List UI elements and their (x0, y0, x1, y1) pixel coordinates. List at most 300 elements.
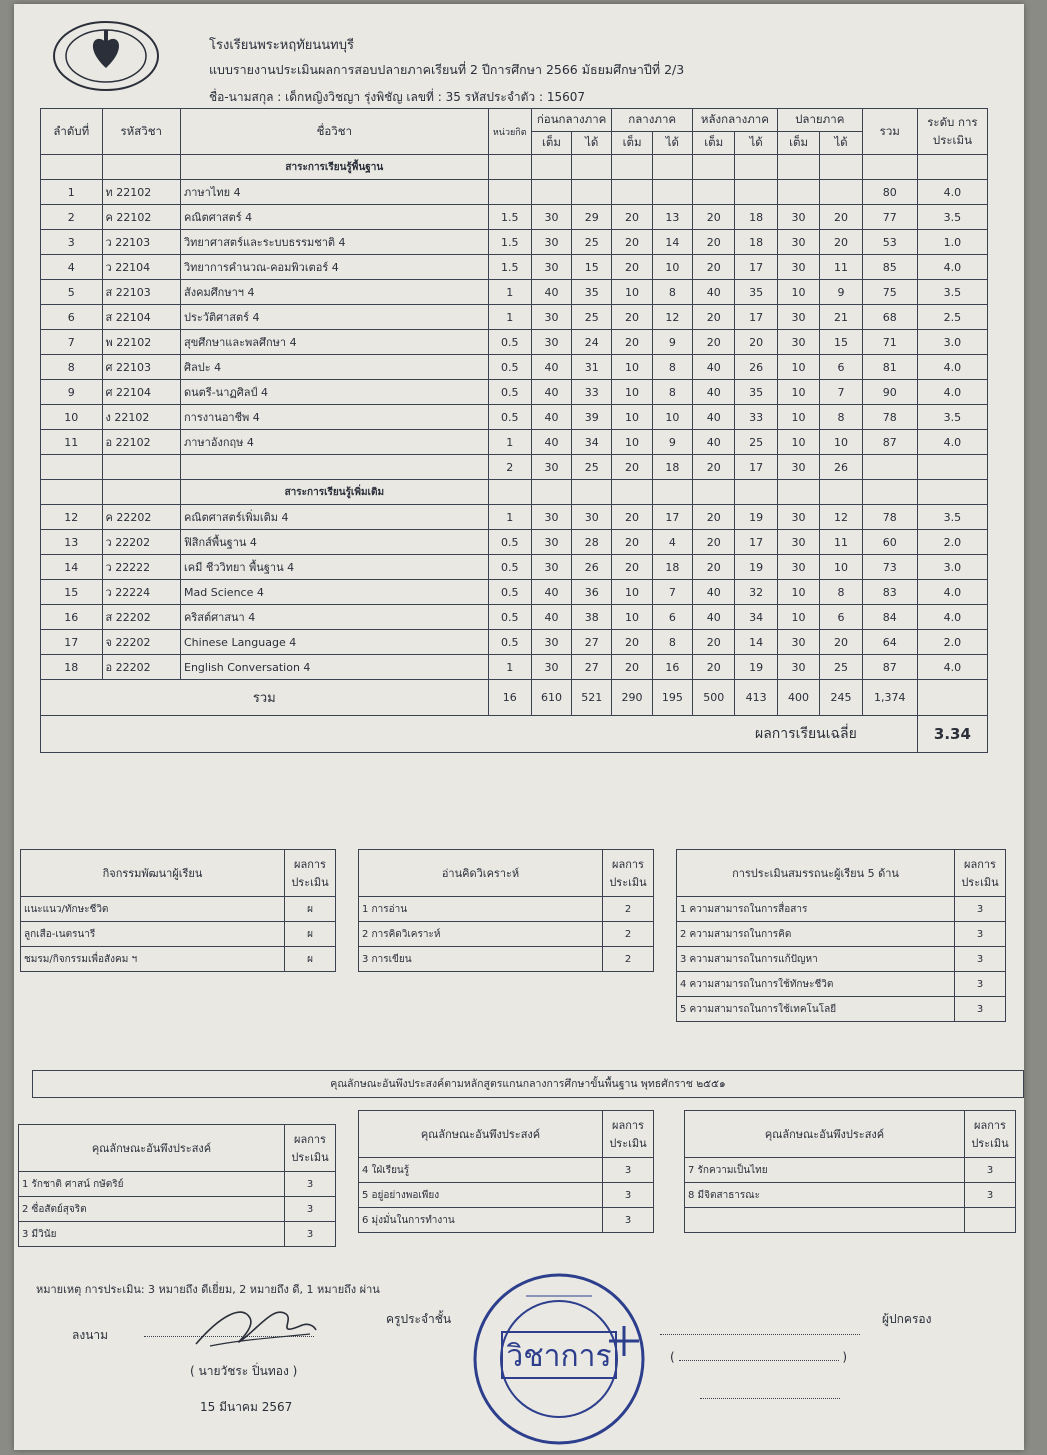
row-subject: สุขศึกษาและพลศึกษา 4 (181, 330, 489, 355)
assessment-result: 3 (965, 1158, 1016, 1183)
row-ff: 30 (777, 330, 819, 355)
report-title: แบบรายงานประเมินผลการสอบปลายภาคเรียนที่ 2 ปีการศึกษา 2566 มัธยมศึกษาปีที่ 2/3 (209, 62, 685, 77)
row-subject: Chinese Language 4 (181, 630, 489, 655)
row-mf: 20 (612, 505, 652, 530)
teacher-signature (190, 1296, 320, 1358)
row-bf: 30 (531, 205, 571, 230)
row-mg: 10 (652, 255, 692, 280)
row-bf: 40 (531, 405, 571, 430)
row-bg (572, 180, 612, 205)
row-no: 2 (41, 205, 103, 230)
paren-open: ( (670, 1350, 675, 1364)
row-af: 40 (693, 280, 735, 305)
row-bg: 28 (572, 530, 612, 555)
row-mg: 13 (652, 205, 692, 230)
row-mf (612, 180, 652, 205)
assessment-name: 1 การอ่าน (359, 897, 603, 922)
row-ff: 10 (777, 605, 819, 630)
sum-bf: 610 (531, 680, 571, 716)
row-af: 40 (693, 430, 735, 455)
row-credit: 0.5 (488, 605, 531, 630)
assessment-row (677, 922, 1006, 947)
row-bg: 36 (572, 580, 612, 605)
col-final: ปลายภาค (777, 109, 862, 132)
row-bg: 33 (572, 380, 612, 405)
row-mf: 10 (612, 355, 652, 380)
row-mg: 4 (652, 530, 692, 555)
subject-row (41, 380, 988, 405)
assessment-name: 3 มีวินัย (19, 1222, 285, 1247)
assessment-row (21, 922, 336, 947)
char3-result-head: ผลการ ประเมิน (965, 1111, 1016, 1158)
row-ff: 30 (777, 555, 819, 580)
row-code: ว 22103 (102, 230, 180, 255)
row-ff (777, 180, 819, 205)
row-code: จ 22202 (102, 630, 180, 655)
row-mf: 20 (612, 330, 652, 355)
row-bf: 30 (531, 330, 571, 355)
row-mf: 20 (612, 655, 652, 680)
row-mf: 10 (612, 405, 652, 430)
row-af: 20 (693, 205, 735, 230)
report-date: 15 มีนาคม 2567 (200, 1400, 293, 1414)
assessment-name: 8 มีจิตสาธารณะ (685, 1183, 965, 1208)
assessment-row (19, 1197, 336, 1222)
reading-table (358, 849, 654, 972)
row-total: 77 (862, 205, 917, 230)
row-mg (652, 180, 692, 205)
tail-credit: 2 (488, 455, 531, 480)
assessment-result: 2 (603, 922, 654, 947)
row-subject: ประวัติศาสตร์ 4 (181, 305, 489, 330)
row-bf: 30 (531, 505, 571, 530)
row-bf: 30 (531, 305, 571, 330)
row-code: ว 22104 (102, 255, 180, 280)
col-mid: กลางภาค (612, 109, 693, 132)
row-credit: 0.5 (488, 580, 531, 605)
row-subject: คณิตศาสตร์ 4 (181, 205, 489, 230)
assessment-result: 3 (955, 997, 1006, 1022)
row-grade: 3.5 (917, 205, 987, 230)
row-mg: 9 (652, 430, 692, 455)
assessment-name: 1 ความสามารถในการสื่อสาร (677, 897, 955, 922)
row-af: 40 (693, 380, 735, 405)
parent-label: ผู้ปกครอง (882, 1312, 932, 1326)
row-no: 4 (41, 255, 103, 280)
row-fg: 8 (820, 580, 862, 605)
row-credit: 1 (488, 655, 531, 680)
row-subject: ภาษาอังกฤษ 4 (181, 430, 489, 455)
col-grade: ระดับ การ ประเมิน (917, 109, 987, 155)
row-no: 7 (41, 330, 103, 355)
row-ff: 10 (777, 280, 819, 305)
row-af: 40 (693, 405, 735, 430)
row-credit: 0.5 (488, 630, 531, 655)
assessment-row (359, 922, 654, 947)
assessment-name (685, 1208, 965, 1233)
row-fg: 15 (820, 330, 862, 355)
row-ag: 32 (735, 580, 777, 605)
char3-title: คุณลักษณะอันพึงประสงค์ (685, 1111, 965, 1158)
row-bg: 30 (572, 505, 612, 530)
tail-mg: 18 (652, 455, 692, 480)
sign-label: ลงนาม (72, 1328, 109, 1342)
row-total: 90 (862, 380, 917, 405)
subhead-got: ได้ (820, 132, 862, 155)
row-no: 13 (41, 530, 103, 555)
row-grade: 3.0 (917, 555, 987, 580)
subject-row (41, 580, 988, 605)
row-subject: ภาษาไทย 4 (181, 180, 489, 205)
row-bf: 30 (531, 230, 571, 255)
row-fg: 6 (820, 605, 862, 630)
row-mf: 20 (612, 630, 652, 655)
row-bg: 39 (572, 405, 612, 430)
row-total: 68 (862, 305, 917, 330)
row-mg: 7 (652, 580, 692, 605)
grades-table (40, 108, 988, 753)
row-mg: 8 (652, 380, 692, 405)
row-ag: 35 (735, 380, 777, 405)
row-grade: 3.5 (917, 405, 987, 430)
row-mf: 20 (612, 530, 652, 555)
row-bg: 15 (572, 255, 612, 280)
row-bf: 40 (531, 605, 571, 630)
row-no: 9 (41, 380, 103, 405)
assessment-result: 3 (955, 897, 1006, 922)
row-code: ศ 22103 (102, 355, 180, 380)
row-ff: 10 (777, 355, 819, 380)
row-bg: 29 (572, 205, 612, 230)
row-code: ส 22104 (102, 305, 180, 330)
sum-ag: 413 (735, 680, 777, 716)
row-fg: 8 (820, 405, 862, 430)
row-fg: 20 (820, 230, 862, 255)
row-mg: 9 (652, 330, 692, 355)
row-mf: 10 (612, 280, 652, 305)
row-grade: 4.0 (917, 180, 987, 205)
row-ag: 34 (735, 605, 777, 630)
sum-af: 500 (693, 680, 735, 716)
assessment-result: ผ (285, 947, 336, 972)
assessment-name: ชมรม/กิจกรรมเพื่อสังคม ฯ (21, 947, 285, 972)
row-bg: 35 (572, 280, 612, 305)
row-ag: 25 (735, 430, 777, 455)
subject-row (41, 355, 988, 380)
assessment-result: 3 (603, 1158, 654, 1183)
assessment-row (19, 1222, 336, 1247)
row-ff: 10 (777, 580, 819, 605)
sum-mf: 290 (612, 680, 652, 716)
row-total: 53 (862, 230, 917, 255)
assessment-name: 2 การคิดวิเคราะห์ (359, 922, 603, 947)
row-bg: 31 (572, 355, 612, 380)
row-credit: 0.5 (488, 380, 531, 405)
row-no: 3 (41, 230, 103, 255)
row-bg: 27 (572, 630, 612, 655)
teacher-label: ครูประจำชั้น (386, 1312, 452, 1326)
row-code: อ 22102 (102, 430, 180, 455)
row-bf: 30 (531, 555, 571, 580)
assessment-name: 3 ความสามารถในการแก้ปัญหา (677, 947, 955, 972)
subject-row (41, 405, 988, 430)
row-total: 60 (862, 530, 917, 555)
row-subject: วิทยาศาสตร์และระบบธรรมชาติ 4 (181, 230, 489, 255)
row-af: 40 (693, 605, 735, 630)
row-ag: 17 (735, 305, 777, 330)
row-af (693, 180, 735, 205)
row-ag: 20 (735, 330, 777, 355)
school-stamp (466, 1266, 652, 1452)
reading-title: อ่านคิดวิเคราะห์ (359, 850, 603, 897)
subhead-got: ได้ (652, 132, 692, 155)
row-total: 64 (862, 630, 917, 655)
grading-note: หมายเหตุ การประเมิน: 3 หมายถึง ดีเยี่ยม, 2 หมายถึง ดี, 1 หมายถึง ผ่าน (36, 1283, 380, 1296)
characteristics-table-2 (358, 1110, 654, 1233)
row-total: 78 (862, 505, 917, 530)
char2-title: คุณลักษณะอันพึงประสงค์ (359, 1111, 603, 1158)
parent-sign-dots (660, 1322, 860, 1338)
row-fg (820, 180, 862, 205)
subject-row (41, 180, 988, 205)
row-no: 10 (41, 405, 103, 430)
sum-credit: 16 (488, 680, 531, 716)
assessment-result: ผ (285, 897, 336, 922)
row-mg: 8 (652, 280, 692, 305)
row-ff: 30 (777, 230, 819, 255)
row-mf: 20 (612, 205, 652, 230)
subject-row (41, 255, 988, 280)
subject-row (41, 205, 988, 230)
assessment-name: 4 ใฝ่เรียนรู้ (359, 1158, 603, 1183)
parent-date-dots (700, 1386, 840, 1402)
row-total: 71 (862, 330, 917, 355)
row-code: ง 22102 (102, 405, 180, 430)
assessment-result: 3 (955, 922, 1006, 947)
row-subject: เคมี ชีววิทยา พื้นฐาน 4 (181, 555, 489, 580)
row-no: 15 (41, 580, 103, 605)
subhead-full: เต็ม (693, 132, 735, 155)
tail-ag: 17 (735, 455, 777, 480)
row-no: 12 (41, 505, 103, 530)
school-name: โรงเรียนพระหฤทัยนนทบุรี (209, 38, 354, 53)
tail-blank (917, 455, 987, 480)
row-bf: 40 (531, 430, 571, 455)
row-subject: คริสต์ศาสนา 4 (181, 605, 489, 630)
row-credit: 0.5 (488, 355, 531, 380)
assessment-row (677, 947, 1006, 972)
row-af: 20 (693, 230, 735, 255)
row-ag: 19 (735, 555, 777, 580)
row-credit: 1 (488, 305, 531, 330)
row-no: 16 (41, 605, 103, 630)
row-code: ส 22202 (102, 605, 180, 630)
paren-close: ) (842, 1350, 848, 1364)
row-grade: 1.0 (917, 230, 987, 255)
row-code: ค 22202 (102, 505, 180, 530)
row-fg: 10 (820, 430, 862, 455)
assessment-name: 5 ความสามารถในการใช้เทคโนโลยี (677, 997, 955, 1022)
row-ag: 18 (735, 230, 777, 255)
assessment-row (359, 947, 654, 972)
row-fg: 12 (820, 505, 862, 530)
assessment-name: 2 ซื่อสัตย์สุจริต (19, 1197, 285, 1222)
row-bf: 30 (531, 530, 571, 555)
row-subject: สังคมศึกษาฯ 4 (181, 280, 489, 305)
row-subject: วิทยาการคำนวณ-คอมพิวเตอร์ 4 (181, 255, 489, 280)
col-total: รวม (862, 109, 917, 155)
row-grade: 2.0 (917, 530, 987, 555)
row-ff: 30 (777, 530, 819, 555)
row-grade: 2.5 (917, 305, 987, 330)
row-ag: 17 (735, 255, 777, 280)
school-seal-logo (50, 18, 162, 94)
row-credit: 1.5 (488, 230, 531, 255)
row-no: 14 (41, 555, 103, 580)
reading-result-head: ผลการ ประเมิน (603, 850, 654, 897)
assessment-name: ลูกเสือ-เนตรนารี (21, 922, 285, 947)
row-credit: 0.5 (488, 555, 531, 580)
student-info: ชื่อ-นามสกุล : เด็กหญิงวิชญา รุ่งพิชัญ เลขที่ : 35 รหัสประจำตัว : 15607 (209, 90, 586, 104)
row-grade: 4.0 (917, 580, 987, 605)
assessment-row (359, 1183, 654, 1208)
row-credit: 0.5 (488, 405, 531, 430)
row-af: 20 (693, 630, 735, 655)
row-credit: 1 (488, 430, 531, 455)
row-no: 17 (41, 630, 103, 655)
row-af: 20 (693, 530, 735, 555)
row-mf: 20 (612, 255, 652, 280)
subject-row (41, 605, 988, 630)
row-mf: 10 (612, 430, 652, 455)
row-bf: 40 (531, 580, 571, 605)
assessment-name: 2 ความสามารถในการคิด (677, 922, 955, 947)
assessment-row (359, 897, 654, 922)
row-total: 75 (862, 280, 917, 305)
stamp-text: วิชาการ (506, 1339, 612, 1374)
row-no: 5 (41, 280, 103, 305)
row-subject: ดนตรี-นาฏศิลป์ 4 (181, 380, 489, 405)
col-no: ลำดับที่ (41, 109, 103, 155)
row-code: ศ 22104 (102, 380, 180, 405)
assessment-result (965, 1208, 1016, 1233)
tail-bg: 25 (572, 455, 612, 480)
row-mg: 6 (652, 605, 692, 630)
teacher-name: ( นายวัชระ ปิ่นทอง ) (190, 1364, 298, 1378)
row-fg: 10 (820, 555, 862, 580)
row-bf: 30 (531, 655, 571, 680)
assessment-result: 3 (603, 1208, 654, 1233)
col-before-mid: ก่อนกลางภาค (531, 109, 612, 132)
assessment-result: 3 (965, 1183, 1016, 1208)
characteristics-table-3 (684, 1110, 1016, 1233)
assessment-row (677, 997, 1006, 1022)
tail-bf: 30 (531, 455, 571, 480)
row-ff: 10 (777, 430, 819, 455)
row-mg: 17 (652, 505, 692, 530)
sum-total: 1,374 (862, 680, 917, 716)
subhead-full: เต็ม (612, 132, 652, 155)
row-ff: 30 (777, 505, 819, 530)
row-ag (735, 180, 777, 205)
subhead-got: ได้ (572, 132, 612, 155)
char2-result-head: ผลการ ประเมิน (603, 1111, 654, 1158)
tail-fg: 26 (820, 455, 862, 480)
row-mg: 16 (652, 655, 692, 680)
subhead-got: ได้ (735, 132, 777, 155)
row-total: 73 (862, 555, 917, 580)
row-bg: 34 (572, 430, 612, 455)
col-credit: หน่วยกิต (488, 109, 531, 155)
row-code: พ 22102 (102, 330, 180, 355)
row-grade: 4.0 (917, 355, 987, 380)
row-mf: 20 (612, 305, 652, 330)
row-ff: 30 (777, 630, 819, 655)
char1-result-head: ผลการ ประเมิน (285, 1125, 336, 1172)
row-credit: 1.5 (488, 205, 531, 230)
section-extra: สาระการเรียนรู้เพิ่มเติม (181, 480, 489, 505)
row-ag: 33 (735, 405, 777, 430)
row-credit: 1 (488, 280, 531, 305)
row-mf: 20 (612, 555, 652, 580)
subject-row (41, 305, 988, 330)
row-mf: 10 (612, 605, 652, 630)
row-fg: 7 (820, 380, 862, 405)
assessment-row (685, 1183, 1016, 1208)
assessment-result: ผ (285, 922, 336, 947)
row-bf: 40 (531, 380, 571, 405)
report-page (14, 4, 1024, 1450)
sum-ff: 400 (777, 680, 819, 716)
assessment-row (359, 1208, 654, 1233)
row-code: ค 22102 (102, 205, 180, 230)
row-code: อ 22202 (102, 655, 180, 680)
subject-row (41, 330, 988, 355)
row-no: 1 (41, 180, 103, 205)
row-fg: 9 (820, 280, 862, 305)
row-subject: ฟิสิกส์พื้นฐาน 4 (181, 530, 489, 555)
row-mf: 10 (612, 380, 652, 405)
row-code: ว 22222 (102, 555, 180, 580)
row-bg: 25 (572, 305, 612, 330)
row-fg: 6 (820, 355, 862, 380)
row-ff: 30 (777, 655, 819, 680)
row-no: 6 (41, 305, 103, 330)
tail-blank (181, 455, 489, 480)
row-credit: 0.5 (488, 330, 531, 355)
tail-af: 20 (693, 455, 735, 480)
row-grade: 3.5 (917, 505, 987, 530)
assessment-row (685, 1208, 1016, 1233)
col-after-mid: หลังกลางภาค (693, 109, 778, 132)
row-bg: 38 (572, 605, 612, 630)
assessment-name: 7 รักความเป็นไทย (685, 1158, 965, 1183)
assessment-result: 3 (285, 1197, 336, 1222)
row-code: ว 22224 (102, 580, 180, 605)
row-total: 81 (862, 355, 917, 380)
row-ag: 19 (735, 505, 777, 530)
row-grade: 4.0 (917, 380, 987, 405)
subject-row (41, 280, 988, 305)
row-credit: 1.5 (488, 255, 531, 280)
row-bf: 40 (531, 280, 571, 305)
row-code: ส 22103 (102, 280, 180, 305)
row-mg: 14 (652, 230, 692, 255)
assessment-result: 2 (603, 897, 654, 922)
row-grade: 4.0 (917, 605, 987, 630)
assessment-name: 5 อยู่อย่างพอเพียง (359, 1183, 603, 1208)
competency-result-head: ผลการ ประเมิน (955, 850, 1006, 897)
